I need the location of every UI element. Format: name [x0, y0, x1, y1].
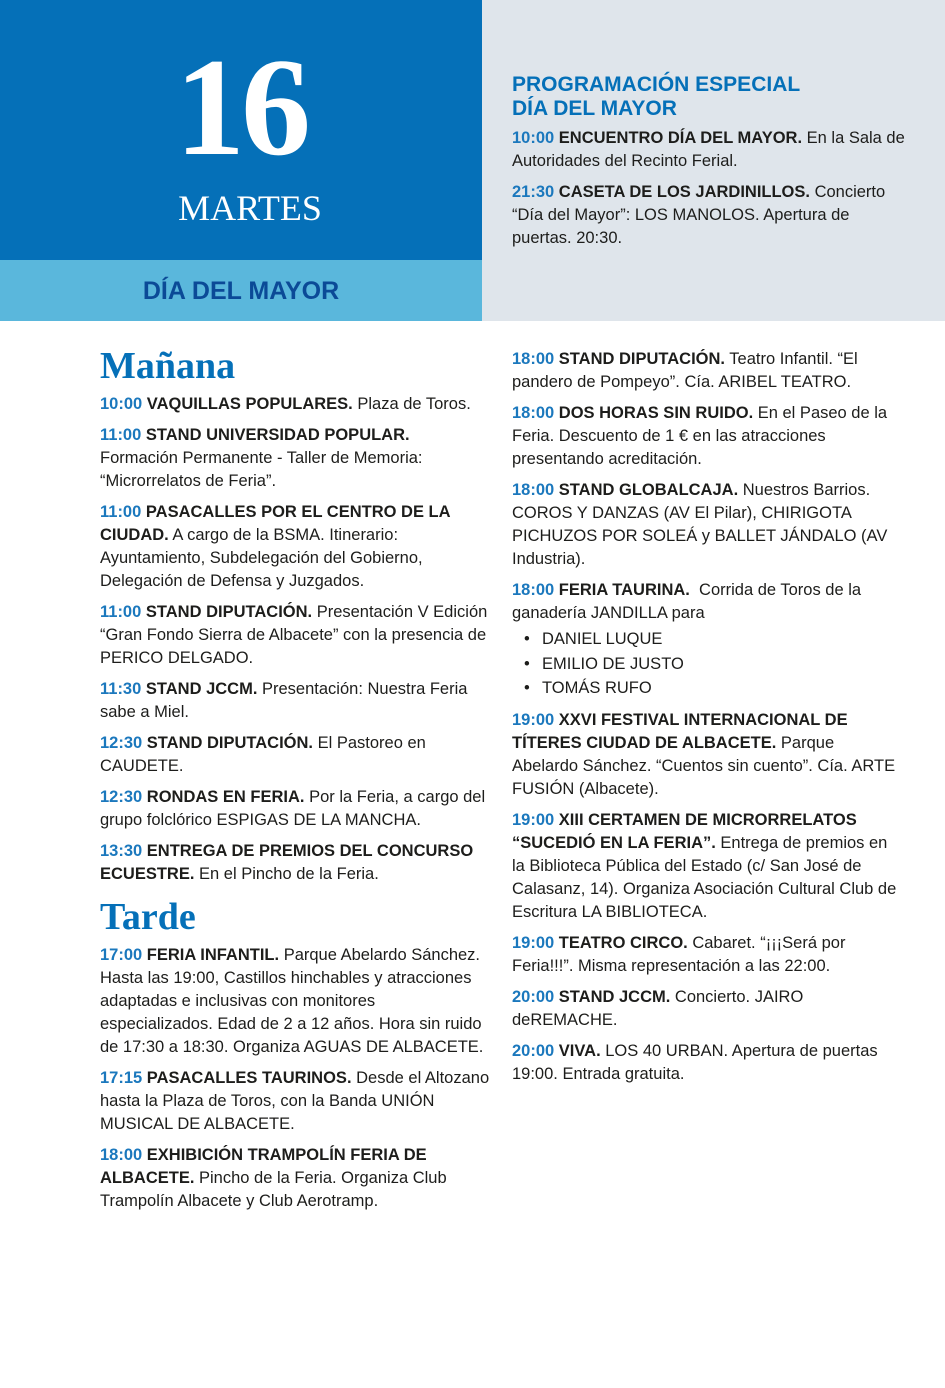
event-description: Plaza de Toros. [352, 395, 471, 413]
section-title-morning: Mañana [100, 345, 236, 387]
event-title: XXVI FESTIVAL INTERNACIONAL DE TÍTERES CIUDAD DE ALBACETE. [512, 710, 848, 752]
event-item [512, 809, 902, 924]
event-description: El Pastoreo en CAUDETE. [100, 734, 431, 775]
bullfighter-item: • TOMÁS RUFO [524, 676, 902, 701]
event-title: STAND DIPUTACIÓN. [558, 350, 726, 368]
event-title: FERIA TAURINA. [558, 581, 690, 599]
event-time: 19:00 [512, 933, 555, 952]
event-time: 18:00 [512, 581, 555, 599]
theme-title: DÍA DEL MAYOR [142, 277, 340, 305]
bullfighter-item: • EMILIO DE JUSTO [524, 652, 902, 677]
event-description: Cabaret. “¡¡¡Será por Feria!!!”. Misma representación a las 22:00. [512, 933, 851, 975]
event-time: 12:30 [100, 788, 143, 806]
event-title: STAND UNIVERSIDAD POPULAR. [145, 426, 410, 444]
event-title: RONDAS EN FERIA. [146, 788, 305, 806]
event-item [512, 986, 902, 1032]
event-title: PASACALLES TAURINOS. [146, 1069, 352, 1087]
event-title: PASACALLES POR EL CENTRO DE LA CIUDAD. [100, 503, 450, 544]
event-title: STAND GLOBALCAJA. [558, 481, 739, 499]
morning-event-list [100, 393, 490, 886]
event-description: Corrida de Toros de la ganadería JANDILLA para [512, 581, 866, 622]
event-title: ENTREGA DE PREMIOS DEL CONCURSO ECUESTRE. [100, 842, 474, 883]
event-time: 21:30 [512, 183, 555, 201]
event-time: 20:00 [512, 1041, 555, 1060]
event-item [100, 424, 490, 493]
event-description: En el Paseo de la Feria. Descuento de 1 € en las atracciones presentando acreditación. [512, 404, 892, 468]
event-item [100, 678, 490, 724]
event-time: 18:00 [512, 350, 555, 368]
event-title: EXHIBICIÓN TRAMPOLÍN FERIA DE ALBACETE. [100, 1146, 427, 1187]
event-description: Por la Feria, a cargo del grupo folclórico ESPIGAS DE LA MANCHA. [100, 788, 490, 829]
event-item [100, 1144, 490, 1213]
event-description: LOS 40 URBAN. Apertura de puertas 19:00. Entrada gratuita. [512, 1041, 883, 1083]
event-item [100, 393, 490, 416]
event-description: Presentación: Nuestra Feria sabe a Miel. [100, 680, 473, 721]
event-item [512, 402, 902, 471]
event-title: DOS HORAS SIN RUIDO. [558, 404, 754, 422]
special-program-title [512, 73, 912, 121]
section-title-afternoon: Tarde [100, 896, 196, 938]
event-item [100, 601, 490, 670]
event-item [100, 1067, 494, 1136]
event-item [512, 181, 912, 250]
left-column [100, 343, 494, 1221]
event-item [100, 501, 490, 593]
bullfighter-list [512, 627, 902, 701]
right-column [512, 348, 902, 1094]
event-item [512, 932, 902, 978]
event-description: A cargo de la BSMA. Itinerario: Ayuntamiento, Subdelegación del Gobierno, Delegación de Defensa y Juzgados. [100, 526, 428, 590]
afternoon-cont-event-list [512, 348, 902, 625]
event-title: STAND JCCM. [145, 680, 258, 698]
event-item [512, 579, 902, 625]
event-time: 11:00 [100, 426, 142, 444]
event-description: Parque Abelardo Sánchez. “Cuentos sin cuento”. Cía. ARTE FUSIÓN (Albacete). [512, 733, 900, 798]
event-time: 18:00 [512, 404, 555, 422]
event-title: FERIA INFANTIL. [146, 946, 280, 964]
special-program [512, 73, 912, 258]
event-item [100, 840, 490, 886]
event-description: Presentación V Edición “Gran Fondo Sierra de Albacete” con la presencia de PERICO DELGADO. [100, 603, 492, 667]
event-time: 18:00 [512, 481, 555, 499]
event-time: 20:00 [512, 987, 555, 1006]
event-time: 13:30 [100, 842, 143, 860]
day-name: MARTES [178, 188, 322, 228]
event-time: 10:00 [512, 129, 555, 147]
afternoon-event-list [100, 944, 494, 1213]
event-item [512, 479, 902, 571]
event-title: TEATRO CIRCO. [558, 933, 688, 952]
event-title: VAQUILLAS POPULARES. [146, 395, 353, 413]
event-time: 11:00 [100, 503, 142, 521]
bullfighter-item: • DANIEL LUQUE [524, 627, 902, 652]
event-time: 10:00 [100, 395, 143, 413]
event-description: Concierto. JAIRO deREMACHE. [512, 987, 808, 1029]
event-description: Nuestros Barrios. COROS Y DANZAS (AV El Pilar), CHIRIGOTA PICHUZOS POR SOLEÁ y BALLET JÁNDALO (AV Industria). [512, 481, 892, 568]
special-title-line1: PROGRAMACIÓN ESPECIAL [512, 73, 801, 96]
event-item [100, 786, 490, 832]
event-time: 19:00 [512, 710, 555, 729]
event-description: Pincho de la Feria. Organiza Club Trampolín Albacete y Club Aerotramp. [100, 1169, 451, 1210]
event-title: ENCUENTRO DÍA DEL MAYOR. [558, 129, 803, 147]
event-title: STAND JCCM. [558, 987, 671, 1006]
event-item [100, 944, 490, 1059]
event-description: Concierto “Día del Mayor”: LOS MANOLOS. Apertura de puertas. 20:30. [512, 183, 890, 247]
event-description: Teatro Infantil. “El pandero de Pompeyo”. Cía. ARIBEL TEATRO. [512, 350, 863, 391]
event-time: 18:00 [100, 1146, 143, 1164]
event-description: Entrega de premios en la Biblioteca Pública del Estado (c/ San José de Calasanz, 14). Organiza Asociación Cultural Club de Escritura LA BIBLIOTECA. [512, 833, 901, 921]
day-number: 16 [175, 30, 307, 185]
event-title: STAND DIPUTACIÓN. [146, 734, 314, 752]
event-time: 12:30 [100, 734, 143, 752]
event-item [512, 127, 912, 173]
event-description: En el Pincho de la Feria. [194, 865, 379, 883]
afternoon-cont-event-list-2 [512, 709, 902, 1086]
event-description: Desde el Altozano hasta la Plaza de Toros, con la Banda UNIÓN MUSICAL DE ALBACETE. [100, 1069, 494, 1133]
event-time: 17:15 [100, 1069, 143, 1087]
event-title: CASETA DE LOS JARDINILLOS. [558, 183, 810, 201]
event-description: En la Sala de Autoridades del Recinto Ferial. [512, 129, 909, 170]
event-item [512, 348, 902, 394]
special-title-line2: DÍA DEL MAYOR [512, 97, 677, 120]
event-time: 11:00 [100, 603, 142, 621]
event-description: Parque Abelardo Sánchez. Hasta las 19:00, Castillos hinchables y atracciones adaptadas e inclusivas con monitores especializados. Edad de 2 a 12 años. Hora sin ruido de 17:30 a 18:30. Organiza AGUAS DE ALBACETE. [100, 946, 487, 1056]
event-title: STAND DIPUTACIÓN. [145, 603, 313, 621]
special-event-list [512, 127, 912, 250]
event-time: 19:00 [512, 810, 555, 829]
event-title: VIVA. [558, 1041, 601, 1060]
event-item [512, 709, 902, 801]
event-time: 11:30 [100, 680, 142, 698]
event-description: Formación Permanente - Taller de Memoria: “Microrrelatos de Feria”. [100, 426, 428, 490]
event-item [100, 732, 490, 778]
event-time: 17:00 [100, 946, 143, 964]
event-title: XIII CERTAMEN DE MICRORRELATOS “SUCEDIÓ EN LA FERIA”. [512, 810, 857, 852]
event-item [512, 1040, 902, 1086]
